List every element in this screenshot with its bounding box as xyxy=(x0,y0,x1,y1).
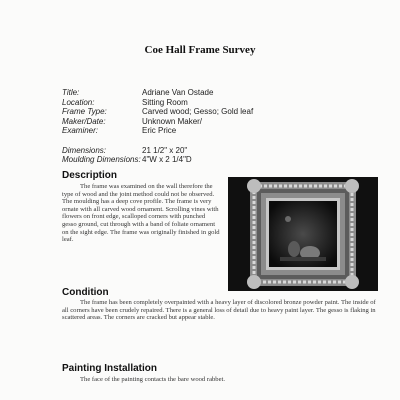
frame-photograph xyxy=(228,177,378,291)
field-row-location xyxy=(62,98,362,108)
field-row-examiner xyxy=(62,126,362,136)
field-value: Unknown Maker/ xyxy=(142,116,203,126)
description-text: The frame was examined on the wall therefore the type of wood and the joint method could not be observed. The moulding has a deep cove profile. The frame is very ornate with all carved wood ornament. Scrolling vines with flowers on front edge, scalloped corners with punched gesso ground, cut through with a band of foliate ornament on the sight edge. The frame was originally finished in gold leaf. xyxy=(62,183,220,244)
field-row-dimensions xyxy=(62,146,362,156)
painting-installation-heading: Painting Installation xyxy=(62,363,158,374)
survey-fields xyxy=(62,88,362,165)
field-label: Location: xyxy=(62,97,95,107)
field-value: Sitting Room xyxy=(142,97,188,107)
frame-photo-image xyxy=(228,177,378,291)
field-label: Examiner: xyxy=(62,126,99,135)
painting-installation-text: The face of the painting contacts the bare wood rabbet. xyxy=(80,376,226,383)
field-value: Carved wood; Gesso; Gold leaf xyxy=(142,107,254,116)
field-label: Title: xyxy=(62,88,80,97)
field-value: Eric Price xyxy=(142,126,177,135)
field-label: Moulding Dimensions: xyxy=(62,155,141,164)
field-row-title xyxy=(62,88,362,98)
field-label: Maker/Date: xyxy=(62,116,106,126)
description-heading: Description xyxy=(62,170,118,181)
condition-text: The frame has been completely overpainted with a heavy layer of discolored bronze powder paint. The inside of all corners have been crudely repaired. There is a general loss of detail due to heavy paint layer. The gesso is flaking in scattered areas. The corners are cracked but appear stable. xyxy=(62,299,376,322)
field-row-maker-date xyxy=(62,117,362,127)
field-label: Frame Type: xyxy=(62,107,107,116)
field-row-moulding-dimensions xyxy=(62,155,362,165)
spacer xyxy=(62,136,362,146)
condition-heading: Condition xyxy=(62,287,109,298)
field-value: 4"W x 2 1/4"D xyxy=(142,155,192,164)
field-label: Dimensions: xyxy=(62,145,107,155)
document-title: Coe Hall Frame Survey xyxy=(144,44,256,56)
field-value: 21 1/2" x 20" xyxy=(142,145,188,155)
field-value: Adriane Van Ostade xyxy=(142,88,214,97)
field-row-frame-type xyxy=(62,107,362,117)
